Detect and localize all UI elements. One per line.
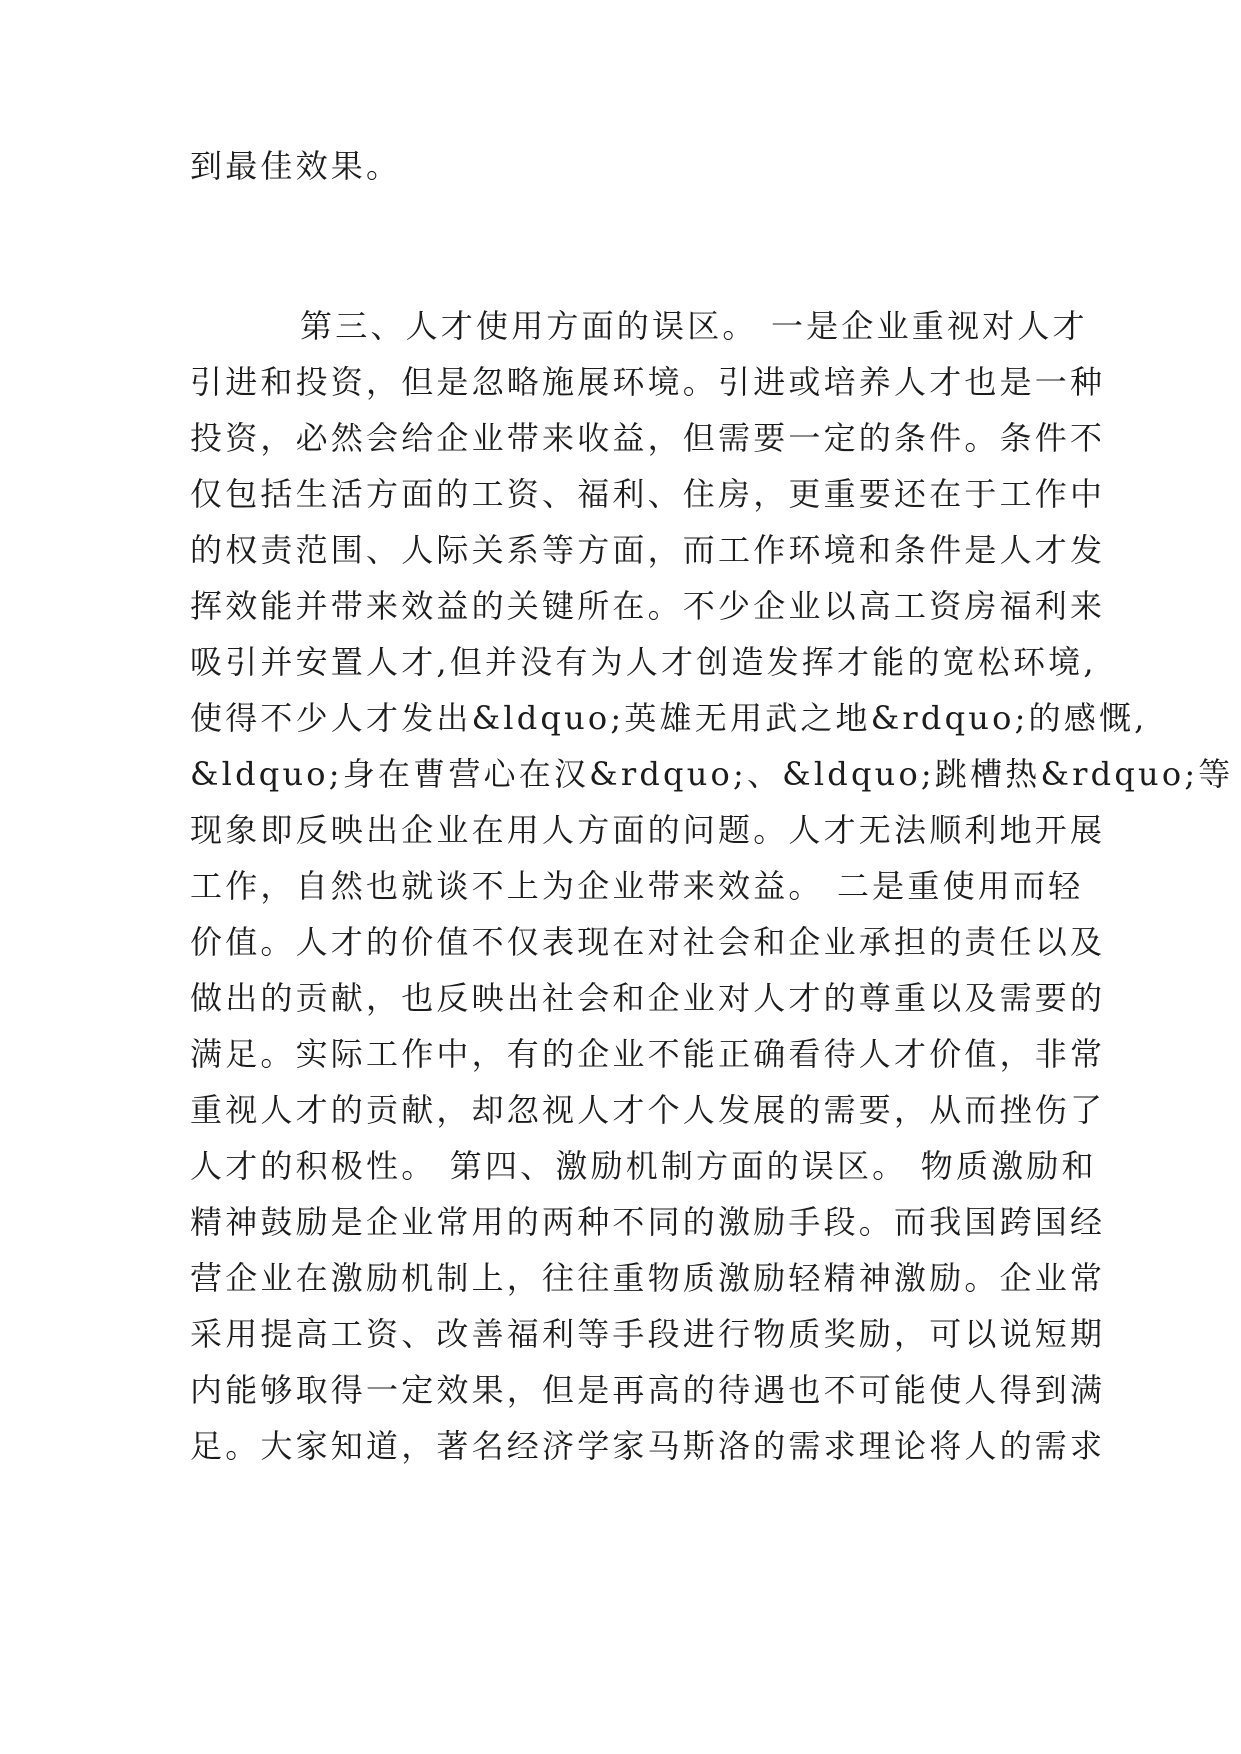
text-line-2: 第三、人才使用方面的误区。 一是企业重视对人才 <box>300 307 1088 345</box>
text-line-22: 足。大家知道，著名经济学家马斯洛的需求理论将人的需求 <box>190 1427 1106 1465</box>
text-line-15: 满足。实际工作中，有的企业不能正确看待人才价值，非常 <box>190 1035 1106 1073</box>
text-line-17: 人才的积极性。 第四、激励机制方面的误区。 物质激励和 <box>190 1147 1097 1185</box>
text-line-8: 吸引并安置人才,但并没有为人才创造发挥才能的宽松环境, <box>190 643 1097 681</box>
text-line-20: 采用提高工资、改善福利等手段进行物质奖励，可以说短期 <box>190 1315 1106 1353</box>
text-line-19: 营企业在激励机制上，往往重物质激励轻精神激励。企业常 <box>190 1259 1106 1297</box>
text-line-7: 挥效能并带来效益的关键所在。不少企业以高工资房福利来 <box>190 587 1106 625</box>
text-line-13: 价值。人才的价值不仅表现在对社会和企业承担的责任以及 <box>190 923 1106 961</box>
text-line-11: 现象即反映出企业在用人方面的问题。人才无法顺利地开展 <box>190 811 1106 849</box>
text-line-12: 工作，自然也就谈不上为企业带来效益。 二是重使用而轻 <box>190 867 1084 905</box>
text-line-21: 内能够取得一定效果，但是再高的待遇也不可能使人得到满 <box>190 1371 1106 1409</box>
text-line-3: 引进和投资，但是忽略施展环境。引进或培养人才也是一种 <box>190 363 1106 401</box>
text-line-6: 的权责范围、人际关系等方面，而工作环境和条件是人才发 <box>190 531 1106 569</box>
text-line-5: 仅包括生活方面的工资、福利、住房，更重要还在于工作中 <box>190 475 1106 513</box>
text-line-18: 精神鼓励是企业常用的两种不同的激励手段。而我国跨国经 <box>190 1203 1106 1241</box>
text-line-9: 使得不少人才发出&ldquo;英雄无用武之地&rdquo;的感慨, <box>190 699 1148 737</box>
text-line-1: 到最佳效果。 <box>190 147 402 185</box>
text-line-10: &ldquo;身在曹营心在汉&rdquo;、&ldquo;跳槽热&rdquo;等 <box>190 755 1234 793</box>
text-line-4: 投资，必然会给企业带来收益，但需要一定的条件。条件不 <box>190 419 1106 457</box>
text-line-16: 重视人才的贡献，却忽视人才个人发展的需要，从而挫伤了 <box>190 1091 1106 1129</box>
text-line-14: 做出的贡献，也反映出社会和企业对人才的尊重以及需要的 <box>190 979 1106 1017</box>
